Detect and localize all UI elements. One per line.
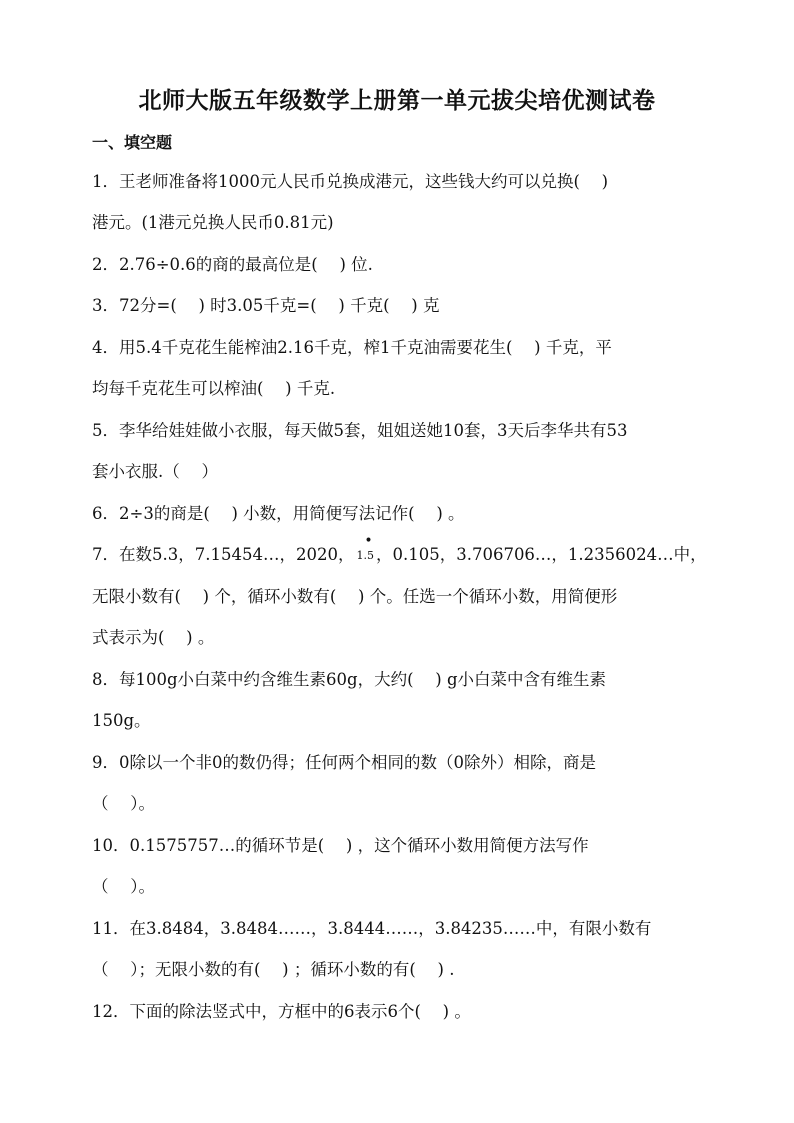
question-5-line-1: 5．李华给娃娃做小衣服，每天做5套，姐姐送她10套，3天后李华共有53 xyxy=(92,421,628,440)
question-4-line-1: 4．用5.4千克花生能榨油2.16千克，榨1千克油需要花生( ) 千克，平 xyxy=(92,338,612,357)
question-7-part-a: 7．在数5.3，7.15454…，2020， xyxy=(92,545,355,564)
question-2: 2．2.76÷0.6的商的最高位是( ) 位. xyxy=(92,255,373,274)
question-10-line-1: 10．0.1575757…的循环节是( ) ，这个循环小数用简便方法写作 xyxy=(92,836,589,855)
repeating-decimal-value: 1.5 xyxy=(356,549,374,562)
question-4-line-2: 均每千克花生可以榨油( ) 千克. xyxy=(92,379,336,398)
question-6: 6．2÷3的商是( ) 小数，用简便写法记作( ) 。 xyxy=(92,504,465,523)
question-8-line-1: 8．每100g小白菜中约含维生素60g，大约( ) g小白菜中含有维生素 xyxy=(92,670,607,689)
question-7-part-b: ，0.105，3.706706…，1.2356024…中， xyxy=(375,545,707,564)
question-7-line-3: 式表示为( ) 。 xyxy=(92,628,215,647)
question-11-line-2: （ ）；无限小数的有( ) ；循环小数的有( ) . xyxy=(92,960,455,979)
repeating-decimal xyxy=(356,533,374,567)
question-1-line-2: 港元。(1港元兑换人民币0.81元) xyxy=(92,213,334,232)
question-3: 3．72分=( ) 时3.05千克=( ) 千克( ) 克 xyxy=(92,296,440,315)
section-heading: 一、填空题 xyxy=(92,133,173,152)
repeating-dot-mark: • xyxy=(364,533,373,549)
question-7-line-1 xyxy=(92,533,707,567)
question-8-line-2: 150g。 xyxy=(92,711,151,730)
question-11-line-1: 11．在3.8484，3.8484……，3.8444……，3.84235……中，有限小数有 xyxy=(92,919,652,938)
question-9-line-2: （ ）。 xyxy=(92,794,155,813)
page-title: 北师大版五年级数学上册第一单元拔尖培优测试卷 xyxy=(138,87,656,114)
question-12: 12．下面的除法竖式中，方框中的6表示6个( ) 。 xyxy=(92,1002,471,1021)
question-1-line-1: 1．王老师准备将1000元人民币兑换成港元，这些钱大约可以兑换( ) xyxy=(92,172,609,191)
question-9-line-1: 9．0除以一个非0的数仍得；任何两个相同的数（0除外）相除，商是 xyxy=(92,753,596,772)
question-5-line-2: 套小衣服.（ ） xyxy=(92,462,218,481)
question-7-line-2: 无限小数有( ) 个，循环小数有( ) 个。任选一个循环小数，用简便形 xyxy=(92,587,618,606)
question-10-line-2: （ ）。 xyxy=(92,877,155,896)
